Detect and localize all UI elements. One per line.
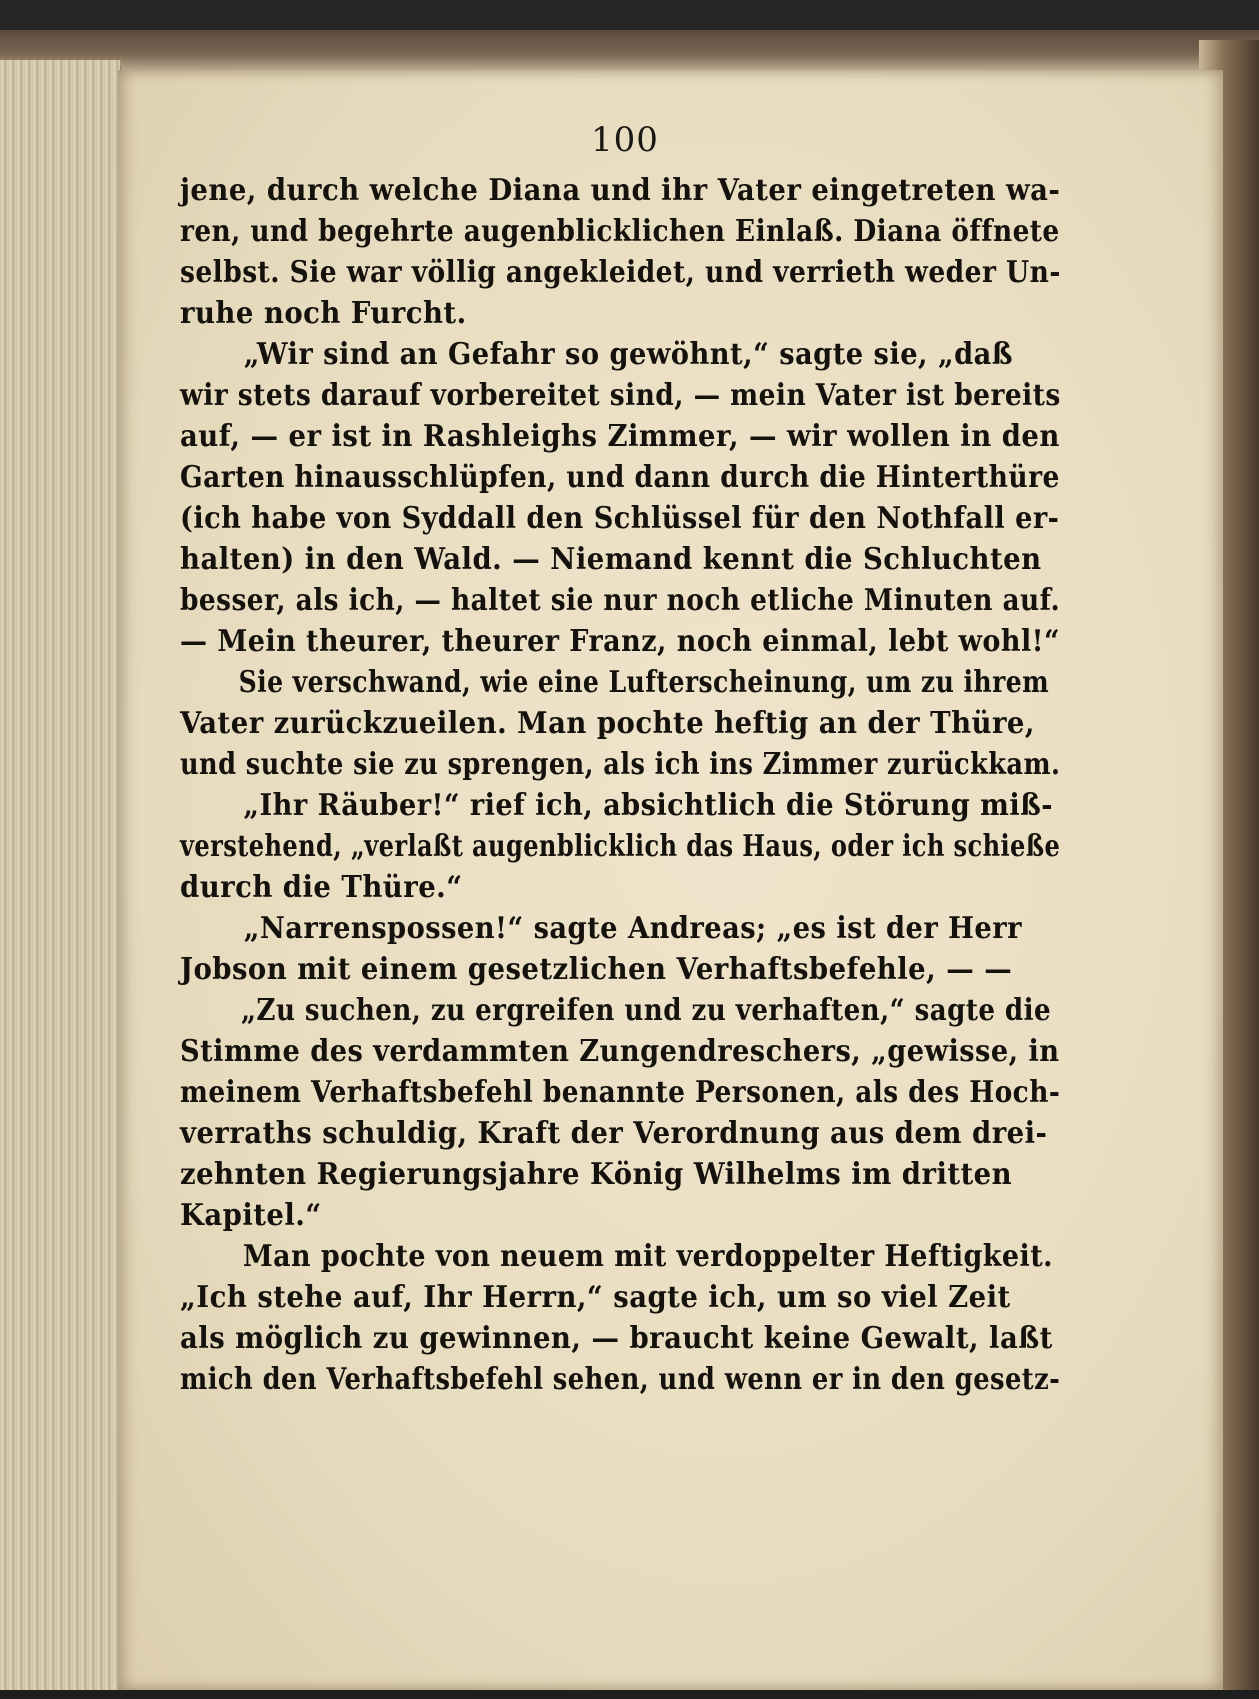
text-line: ruhe noch Furcht. xyxy=(180,296,467,331)
text-line: mich den Verhaftsbefehl sehen, und wenn er in den gesetz- xyxy=(180,1362,1061,1397)
text-line: Stimme des verdammten Zungendreschers, „gewisse, in xyxy=(180,1034,1060,1069)
text-line: „Zu suchen, zu ergreifen und zu verhaften,“ sagte die xyxy=(240,993,1052,1028)
page-text xyxy=(180,170,1140,1400)
text-line: Vater zurückzueilen. Man pochte heftig an der Thüre, xyxy=(180,706,1035,741)
text-line: (ich habe von Syddall den Schlüssel für den Nothfall er- xyxy=(180,501,1060,536)
text-line: jene, durch welche Diana und ihr Vater eingetreten wa- xyxy=(180,173,1061,208)
text-line: verstehend, „verlaßt augenblicklich das Haus, oder ich schieße xyxy=(180,829,1061,864)
text-line: Jobson mit einem gesetzlichen Verhaftsbefehle, — — xyxy=(180,952,1013,987)
text-line: meinem Verhaftsbefehl benannte Personen, als des Hoch- xyxy=(180,1075,1061,1110)
page-stack-edge xyxy=(0,60,122,1690)
text-line: „Wir sind an Gefahr so gewöhnt,“ sagte sie, „daß xyxy=(243,337,1014,372)
text-line: — Mein theurer, theurer Franz, noch einmal, lebt wohl!“ xyxy=(180,624,1060,659)
text-line: auf, — er ist in Rashleighs Zimmer, — wir wollen in den xyxy=(180,419,1060,454)
text-line: Man pochte von neuem mit verdoppelter Heftigkeit. xyxy=(242,1239,1053,1274)
text-line: Sie verschwand, wie eine Lufterscheinung, um zu ihrem xyxy=(238,665,1050,700)
text-line: wir stets darauf vorbereitet sind, — mein Vater ist bereits xyxy=(180,378,1061,413)
text-line: „Ihr Räuber!“ rief ich, absichtlich die Störung miß- xyxy=(243,788,1054,823)
text-line: und suchte sie zu sprengen, als ich ins Zimmer zurückkam. xyxy=(180,747,1061,782)
page-number: 100 xyxy=(591,120,659,160)
text-line: durch die Thüre.“ xyxy=(180,870,463,905)
text-line: Kapitel.“ xyxy=(180,1198,322,1233)
text-line: ren, und begehrte augenblicklichen Einlaß. Diana öffnete xyxy=(180,214,1060,249)
text-line: selbst. Sie war völlig angekleidet, und verrieth weder Un- xyxy=(180,255,1061,290)
text-line: „Ich stehe auf, Ihr Herrn,“ sagte ich, um so viel Zeit xyxy=(180,1280,1011,1315)
text-line: „Narrenspossen!“ sagte Andreas; „es ist der Herr xyxy=(243,911,1022,946)
text-line: verraths schuldig, Kraft der Verordnung aus dem drei- xyxy=(180,1116,1048,1151)
book-top-edge xyxy=(0,30,1259,70)
text-line: besser, als ich, — haltet sie nur noch etliche Minuten auf. xyxy=(180,583,1061,618)
text-line: zehnten Regierungsjahre König Wilhelms im dritten xyxy=(180,1157,1013,1192)
text-line: Garten hinausschlüpfen, und dann durch die Hinterthüre xyxy=(180,460,1060,495)
text-line: halten) in den Wald. — Niemand kennt die Schluchten xyxy=(180,542,1042,577)
text-line: als möglich zu gewinnen, — braucht keine Gewalt, laßt xyxy=(180,1321,1053,1356)
